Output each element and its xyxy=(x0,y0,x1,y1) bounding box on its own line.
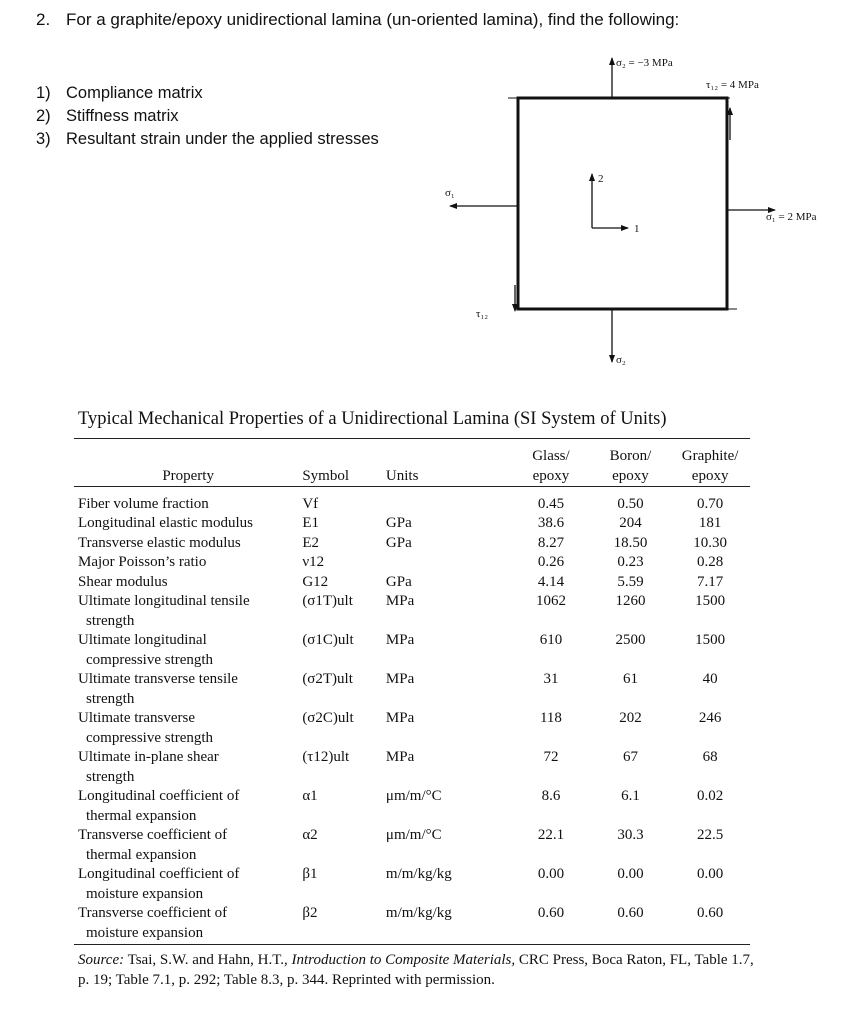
property-cell xyxy=(74,631,302,670)
units-cell: GPa xyxy=(385,573,412,590)
sigma1-right-label: σ₁ = 2 MPa xyxy=(766,211,817,223)
property-name: Ultimate transverse tensile xyxy=(78,671,238,687)
header-glass-line2: epoxy xyxy=(532,467,570,484)
header-glass-line1: Glass/ xyxy=(532,447,570,464)
header-graphite xyxy=(670,440,750,486)
property-cell xyxy=(74,709,302,748)
graphite-epoxy-value: 0.70 xyxy=(696,495,724,512)
table-row xyxy=(74,486,750,514)
header-boron xyxy=(591,440,671,486)
property-cell xyxy=(74,592,302,631)
units-cell xyxy=(386,486,511,514)
symbol-cell: (σ1T)ult xyxy=(302,593,353,609)
units-cell: MPa xyxy=(385,671,415,687)
table-row xyxy=(74,592,750,631)
glass-epoxy-value: 38.6 xyxy=(537,515,565,531)
glass-epoxy-value: 8.27 xyxy=(537,534,565,551)
task-number: 2) xyxy=(36,107,51,125)
property-cell xyxy=(74,904,302,945)
graphite-epoxy-value: 1500 xyxy=(695,632,726,648)
source-rest: CRC Press, Boca Raton, FL, Table 1.7, p. 19; Table 7.1, p. 292; Table 8.3, p. 344. Reprinted with permission. xyxy=(78,952,754,988)
graphite-epoxy-value: 40 xyxy=(702,671,718,687)
symbol-cell: (σ2T)ult xyxy=(302,671,353,687)
units-cell: μm/m/°C xyxy=(385,827,442,843)
axis-1-label: 1 xyxy=(634,223,640,235)
symbol-cell: α1 xyxy=(302,788,318,804)
table-source xyxy=(78,950,758,990)
header-units: Units xyxy=(385,467,419,484)
symbol-cell: β1 xyxy=(302,866,318,882)
graphite-epoxy-value: 0.02 xyxy=(696,788,724,804)
table-row xyxy=(74,553,750,573)
table-row xyxy=(74,514,750,534)
property-name-continued: strength xyxy=(86,612,135,629)
boron-epoxy-value: 67 xyxy=(622,749,638,765)
table-top-rule xyxy=(74,438,750,439)
boron-epoxy-value: 202 xyxy=(619,710,642,726)
graphite-epoxy-value: 10.30 xyxy=(693,534,727,551)
property-name-continued: moisture expansion xyxy=(86,885,204,902)
task-number: 1) xyxy=(36,84,51,102)
property-name-continued: compressive strength xyxy=(86,729,214,746)
boron-epoxy-value: 204 xyxy=(619,515,642,531)
boron-epoxy-value: 61 xyxy=(622,671,638,687)
header-boron-line2: epoxy xyxy=(612,467,649,484)
boron-epoxy-value: 0.23 xyxy=(617,554,644,570)
property-name: Shear modulus xyxy=(78,573,168,590)
units-cell: GPa xyxy=(385,534,412,551)
property-name: Major Poisson’s ratio xyxy=(78,554,207,570)
boron-epoxy-value: 0.00 xyxy=(617,866,644,882)
stress-element-diagram xyxy=(0,0,864,400)
glass-epoxy-value: 0.00 xyxy=(537,866,565,882)
graphite-epoxy-value: 246 xyxy=(698,710,722,726)
graphite-epoxy-value: 7.17 xyxy=(696,573,724,590)
units-cell: GPa xyxy=(385,515,412,531)
glass-epoxy-value: 0.26 xyxy=(537,554,565,570)
table-row xyxy=(74,748,750,787)
property-name: Ultimate transverse xyxy=(78,710,196,726)
property-cell xyxy=(74,573,302,593)
boron-epoxy-value: 1260 xyxy=(615,593,646,609)
units-cell: MPa xyxy=(385,710,415,726)
property-cell xyxy=(74,787,302,826)
boron-epoxy-value: 6.1 xyxy=(621,788,640,804)
header-graphite-line1: Graphite/ xyxy=(681,447,739,464)
source-book: Introduction to Composite Materials, xyxy=(291,952,516,968)
glass-epoxy-value: 4.14 xyxy=(537,573,565,590)
glass-epoxy-value: 0.45 xyxy=(537,495,565,512)
table-row xyxy=(74,826,750,865)
tau12-bottom-label: τ₁₂ xyxy=(476,308,489,320)
graphite-epoxy-value: 181 xyxy=(698,515,722,531)
glass-epoxy-value: 72 xyxy=(543,749,559,765)
property-name: Ultimate longitudinal tensile xyxy=(78,593,250,609)
task-text: Resultant strain under the applied stresses xyxy=(66,130,379,148)
task-text: Stiffness matrix xyxy=(66,107,179,125)
symbol-cell: G12 xyxy=(302,573,329,590)
property-cell xyxy=(74,514,302,534)
table-bottom-rule xyxy=(74,944,750,945)
property-name: Longitudinal coefficient of xyxy=(78,866,240,882)
table-row xyxy=(74,631,750,670)
boron-epoxy-value: 18.50 xyxy=(613,534,648,551)
glass-epoxy-value: 118 xyxy=(539,710,562,726)
header-glass xyxy=(511,440,590,486)
units-cell: MPa xyxy=(385,593,415,609)
header-property: Property xyxy=(162,467,214,484)
glass-epoxy-value: 22.1 xyxy=(537,827,565,843)
property-cell xyxy=(74,748,302,787)
header-graphite-line2: epoxy xyxy=(691,467,729,484)
property-name: Ultimate in-plane shear xyxy=(78,749,219,765)
property-name: Transverse elastic modulus xyxy=(78,534,241,551)
table-body xyxy=(74,486,750,945)
units-cell: MPa xyxy=(385,632,415,648)
table-row xyxy=(74,573,750,593)
symbol-cell: (σ2C)ult xyxy=(302,710,354,726)
property-cell xyxy=(74,865,302,904)
property-name: Fiber volume fraction xyxy=(78,495,209,512)
graphite-epoxy-value: 22.5 xyxy=(696,827,724,843)
table-row xyxy=(74,865,750,904)
units-cell: m/m/kg/kg xyxy=(385,866,452,882)
symbol-cell: Vf xyxy=(302,495,319,512)
property-name: Transverse coefficient of xyxy=(78,827,228,843)
axis-2-label: 2 xyxy=(598,173,604,185)
table-row xyxy=(74,534,750,554)
symbol-cell: β2 xyxy=(302,905,318,921)
units-cell: μm/m/°C xyxy=(385,788,442,804)
units-cell: MPa xyxy=(385,749,415,765)
property-name-continued: compressive strength xyxy=(86,651,214,668)
question-text: For a graphite/epoxy unidirectional lamina (un-oriented lamina), find the following: xyxy=(66,10,680,29)
units-cell xyxy=(386,553,511,573)
property-cell xyxy=(74,670,302,709)
table-title: Typical Mechanical Properties of a Unidirectional Lamina (SI System of Units) xyxy=(78,409,667,429)
question-number: 2. xyxy=(36,10,51,29)
symbol-cell: (τ12)ult xyxy=(302,749,350,765)
graphite-epoxy-value: 0.60 xyxy=(696,905,724,921)
units-cell: m/m/kg/kg xyxy=(385,905,452,921)
glass-epoxy-value: 610 xyxy=(539,632,563,648)
header-symbol: Symbol xyxy=(302,467,349,484)
boron-epoxy-value: 30.3 xyxy=(617,827,644,843)
property-name: Longitudinal elastic modulus xyxy=(78,515,253,531)
source-label: Source: xyxy=(78,952,125,968)
graphite-epoxy-value: 0.00 xyxy=(696,866,724,882)
symbol-cell: E2 xyxy=(302,534,319,551)
task-number: 3) xyxy=(36,130,51,148)
boron-epoxy-value: 5.59 xyxy=(617,573,644,590)
symbol-cell: E1 xyxy=(302,515,319,531)
table-row xyxy=(74,709,750,748)
graphite-epoxy-value: 1500 xyxy=(695,593,726,609)
table-header-row xyxy=(74,440,750,486)
source-authors: Tsai, S.W. and Hahn, H.T., xyxy=(127,952,288,968)
properties-table xyxy=(74,440,750,945)
boron-epoxy-value: 0.50 xyxy=(617,495,644,512)
tau12-top-label: τ₁₂ = 4 MPa xyxy=(706,79,759,91)
table-row xyxy=(74,787,750,826)
property-name-continued: strength xyxy=(86,690,135,707)
sigma2-bottom-label: σ₂ xyxy=(616,354,626,366)
header-boron-line1: Boron/ xyxy=(609,447,652,464)
symbol-cell: α2 xyxy=(302,827,318,843)
symbol-cell: (σ1C)ult xyxy=(302,632,354,648)
property-cell xyxy=(74,534,302,554)
property-cell xyxy=(74,826,302,865)
graphite-epoxy-value: 68 xyxy=(702,749,718,765)
property-name-continued: moisture expansion xyxy=(86,924,204,941)
property-name-continued: thermal expansion xyxy=(86,846,197,863)
sigma1-left-label: σ₁ xyxy=(445,187,455,199)
property-name: Longitudinal coefficient of xyxy=(78,788,240,804)
boron-epoxy-value: 0.60 xyxy=(617,905,644,921)
property-name-continued: thermal expansion xyxy=(86,807,197,824)
glass-epoxy-value: 0.60 xyxy=(537,905,565,921)
property-cell xyxy=(74,553,302,573)
property-cell xyxy=(74,486,302,514)
table-row xyxy=(74,904,750,945)
sigma2-top-label: σ₂ = −3 MPa xyxy=(616,57,673,69)
table-row xyxy=(74,670,750,709)
property-name-continued: strength xyxy=(86,768,135,785)
glass-epoxy-value: 8.6 xyxy=(541,788,561,804)
element-square xyxy=(518,98,727,309)
task-text: Compliance matrix xyxy=(66,84,203,102)
property-name: Transverse coefficient of xyxy=(78,905,228,921)
glass-epoxy-value: 1062 xyxy=(535,593,566,609)
graphite-epoxy-value: 0.28 xyxy=(696,554,724,570)
symbol-cell: ν12 xyxy=(302,554,325,570)
property-name: Ultimate longitudinal xyxy=(78,632,207,648)
glass-epoxy-value: 31 xyxy=(543,671,559,687)
boron-epoxy-value: 2500 xyxy=(615,632,646,648)
